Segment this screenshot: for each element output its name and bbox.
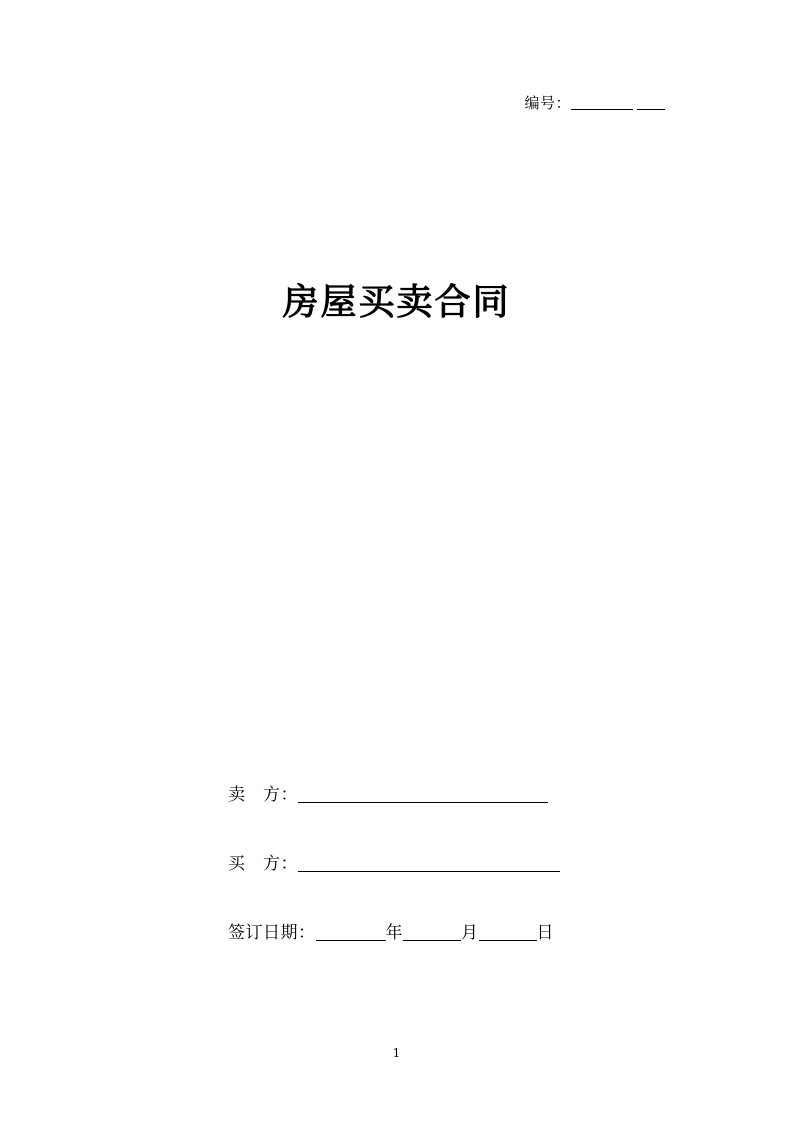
- month-unit-label: 月: [461, 923, 479, 943]
- document-number-label: 编号：: [524, 94, 571, 112]
- document-number-blank-secondary[interactable]: [637, 95, 665, 110]
- buyer-input[interactable]: [298, 856, 560, 872]
- seller-input[interactable]: [298, 787, 548, 803]
- year-unit-label: 年: [385, 923, 403, 943]
- seller-row: [0, 780, 793, 805]
- buyer-row: [0, 849, 793, 874]
- page-number: 1: [392, 1046, 401, 1060]
- sign-date-day-input[interactable]: [479, 925, 537, 941]
- page-title: 房屋买卖合同: [282, 281, 511, 323]
- sign-date-year-input[interactable]: [316, 925, 386, 941]
- buyer-label: 买 方：: [228, 854, 298, 874]
- document-number-field: [524, 92, 665, 113]
- sign-date-month-input[interactable]: [403, 925, 461, 941]
- sign-date-label: 签订日期：: [228, 923, 316, 943]
- document-number-blank-primary[interactable]: [571, 95, 633, 110]
- signature-block: [0, 780, 793, 943]
- day-unit-label: 日: [536, 923, 554, 943]
- seller-label: 卖 方：: [228, 785, 298, 805]
- sign-date-row: [0, 918, 793, 943]
